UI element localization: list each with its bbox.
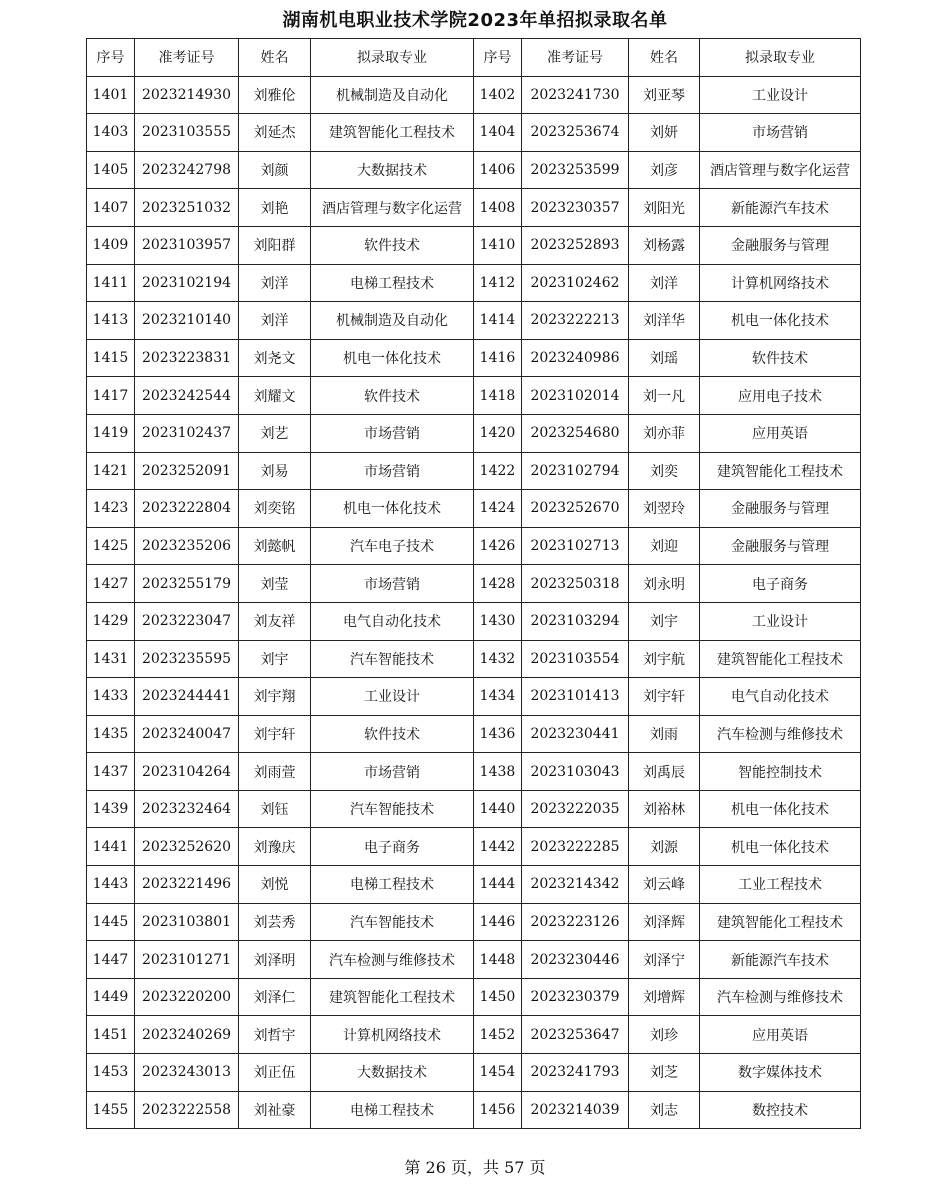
cell-major-left: 计算机网络技术 [311, 1016, 474, 1054]
cell-seq-right: 1428 [474, 565, 522, 603]
cell-name-left: 刘泽仁 [239, 978, 311, 1016]
table-row [87, 76, 861, 114]
cell-name-right: 刘雨 [629, 715, 700, 753]
table-row [87, 1054, 861, 1092]
cell-name-right: 刘洋华 [629, 302, 700, 340]
cell-major-right: 金融服务与管理 [700, 490, 861, 528]
cell-exam-id-left: 2023251032 [135, 189, 239, 227]
cell-exam-id-right: 2023253647 [522, 1016, 629, 1054]
cell-seq-right: 1418 [474, 377, 522, 415]
cell-exam-id-right: 2023230441 [522, 715, 629, 753]
cell-name-left: 刘洋 [239, 264, 311, 302]
cell-name-left: 刘艺 [239, 414, 311, 452]
cell-major-right: 软件技术 [700, 339, 861, 377]
cell-seq-right: 1426 [474, 527, 522, 565]
cell-major-left: 机械制造及自动化 [311, 76, 474, 114]
cell-seq-right: 1444 [474, 866, 522, 904]
cell-name-right: 刘珍 [629, 1016, 700, 1054]
table-row [87, 602, 861, 640]
cell-name-right: 刘迎 [629, 527, 700, 565]
cell-name-left: 刘阳群 [239, 226, 311, 264]
cell-name-right: 刘永明 [629, 565, 700, 603]
cell-name-right: 刘洋 [629, 264, 700, 302]
table-row [87, 151, 861, 189]
cell-seq-right: 1446 [474, 903, 522, 941]
cell-seq-right: 1454 [474, 1054, 522, 1092]
cell-major-right: 计算机网络技术 [700, 264, 861, 302]
cell-seq-left: 1445 [87, 903, 135, 941]
cell-name-right: 刘泽辉 [629, 903, 700, 941]
cell-major-left: 电梯工程技术 [311, 264, 474, 302]
cell-major-right: 建筑智能化工程技术 [700, 903, 861, 941]
cell-major-left: 机电一体化技术 [311, 490, 474, 528]
cell-name-right: 刘增辉 [629, 978, 700, 1016]
cell-major-left: 酒店管理与数字化运营 [311, 189, 474, 227]
cell-name-left: 刘颜 [239, 151, 311, 189]
cell-exam-id-left: 2023102194 [135, 264, 239, 302]
cell-exam-id-left: 2023232464 [135, 790, 239, 828]
cell-major-right: 机电一体化技术 [700, 302, 861, 340]
header-name-left: 姓名 [239, 39, 311, 77]
cell-seq-right: 1404 [474, 114, 522, 152]
cell-major-left: 市场营销 [311, 753, 474, 791]
cell-name-left: 刘莹 [239, 565, 311, 603]
cell-exam-id-left: 2023222558 [135, 1091, 239, 1129]
cell-seq-left: 1411 [87, 264, 135, 302]
cell-seq-right: 1448 [474, 941, 522, 979]
cell-exam-id-left: 2023242544 [135, 377, 239, 415]
header-name-right: 姓名 [629, 39, 700, 77]
cell-major-right: 电子商务 [700, 565, 861, 603]
cell-name-right: 刘禹辰 [629, 753, 700, 791]
table-row [87, 302, 861, 340]
cell-exam-id-right: 2023102014 [522, 377, 629, 415]
cell-exam-id-right: 2023222035 [522, 790, 629, 828]
table-row [87, 114, 861, 152]
cell-seq-left: 1449 [87, 978, 135, 1016]
cell-major-right: 应用英语 [700, 1016, 861, 1054]
cell-exam-id-right: 2023214342 [522, 866, 629, 904]
cell-major-left: 电梯工程技术 [311, 1091, 474, 1129]
cell-major-left: 工业设计 [311, 678, 474, 716]
cell-seq-right: 1452 [474, 1016, 522, 1054]
cell-name-left: 刘钰 [239, 790, 311, 828]
cell-exam-id-right: 2023253674 [522, 114, 629, 152]
cell-name-left: 刘艳 [239, 189, 311, 227]
cell-major-left: 汽车智能技术 [311, 903, 474, 941]
table-row [87, 1016, 861, 1054]
cell-name-right: 刘彦 [629, 151, 700, 189]
cell-name-right: 刘宇航 [629, 640, 700, 678]
cell-seq-left: 1427 [87, 565, 135, 603]
table-row [87, 715, 861, 753]
table-row [87, 640, 861, 678]
cell-exam-id-left: 2023235595 [135, 640, 239, 678]
cell-seq-left: 1417 [87, 377, 135, 415]
cell-exam-id-left: 2023252620 [135, 828, 239, 866]
page-footer [0, 1158, 950, 1178]
table-row [87, 866, 861, 904]
cell-major-left: 电子商务 [311, 828, 474, 866]
table-row [87, 527, 861, 565]
cell-major-right: 汽车检测与维修技术 [700, 978, 861, 1016]
cell-seq-left: 1431 [87, 640, 135, 678]
cell-exam-id-right: 2023223126 [522, 903, 629, 941]
cell-major-right: 智能控制技术 [700, 753, 861, 791]
cell-seq-right: 1420 [474, 414, 522, 452]
cell-seq-left: 1415 [87, 339, 135, 377]
cell-major-left: 机电一体化技术 [311, 339, 474, 377]
cell-name-right: 刘翌玲 [629, 490, 700, 528]
cell-major-left: 软件技术 [311, 226, 474, 264]
cell-exam-id-left: 2023103801 [135, 903, 239, 941]
cell-seq-left: 1447 [87, 941, 135, 979]
cell-major-left: 汽车电子技术 [311, 527, 474, 565]
cell-major-left: 软件技术 [311, 377, 474, 415]
cell-major-right: 金融服务与管理 [700, 226, 861, 264]
cell-seq-right: 1450 [474, 978, 522, 1016]
cell-name-left: 刘雅伦 [239, 76, 311, 114]
cell-seq-right: 1442 [474, 828, 522, 866]
table-row [87, 189, 861, 227]
cell-seq-left: 1419 [87, 414, 135, 452]
cell-major-right: 电气自动化技术 [700, 678, 861, 716]
cell-name-left: 刘豫庆 [239, 828, 311, 866]
cell-name-right: 刘源 [629, 828, 700, 866]
cell-exam-id-left: 2023101271 [135, 941, 239, 979]
page-number: 第 26 页，共 57 页 [404, 1158, 546, 1177]
cell-seq-right: 1436 [474, 715, 522, 753]
cell-name-left: 刘宇轩 [239, 715, 311, 753]
cell-seq-left: 1451 [87, 1016, 135, 1054]
cell-seq-left: 1407 [87, 189, 135, 227]
cell-exam-id-right: 2023241793 [522, 1054, 629, 1092]
cell-exam-id-left: 2023103957 [135, 226, 239, 264]
cell-exam-id-right: 2023222213 [522, 302, 629, 340]
table-row [87, 941, 861, 979]
cell-seq-left: 1409 [87, 226, 135, 264]
cell-exam-id-right: 2023102713 [522, 527, 629, 565]
table-row [87, 452, 861, 490]
admission-table [86, 38, 861, 1129]
cell-seq-right: 1412 [474, 264, 522, 302]
cell-exam-id-left: 2023255179 [135, 565, 239, 603]
cell-exam-id-right: 2023253599 [522, 151, 629, 189]
cell-exam-id-right: 2023102794 [522, 452, 629, 490]
cell-exam-id-right: 2023101413 [522, 678, 629, 716]
cell-major-right: 应用电子技术 [700, 377, 861, 415]
cell-name-right: 刘阳光 [629, 189, 700, 227]
cell-name-left: 刘洋 [239, 302, 311, 340]
cell-seq-left: 1453 [87, 1054, 135, 1092]
cell-exam-id-left: 2023103555 [135, 114, 239, 152]
cell-major-left: 市场营销 [311, 565, 474, 603]
cell-name-right: 刘宇轩 [629, 678, 700, 716]
cell-seq-left: 1435 [87, 715, 135, 753]
cell-seq-left: 1433 [87, 678, 135, 716]
cell-exam-id-left: 2023252091 [135, 452, 239, 490]
cell-name-left: 刘易 [239, 452, 311, 490]
cell-exam-id-right: 2023103554 [522, 640, 629, 678]
table-row [87, 226, 861, 264]
cell-seq-left: 1405 [87, 151, 135, 189]
cell-major-right: 新能源汽车技术 [700, 189, 861, 227]
cell-exam-id-left: 2023242798 [135, 151, 239, 189]
header-major-left: 拟录取专业 [311, 39, 474, 77]
table-body [87, 76, 861, 1129]
cell-major-left: 电梯工程技术 [311, 866, 474, 904]
table-row [87, 1091, 861, 1129]
table-row [87, 414, 861, 452]
cell-name-right: 刘一凡 [629, 377, 700, 415]
cell-exam-id-right: 2023254680 [522, 414, 629, 452]
cell-exam-id-right: 2023241730 [522, 76, 629, 114]
cell-name-right: 刘妍 [629, 114, 700, 152]
cell-seq-right: 1440 [474, 790, 522, 828]
cell-major-left: 建筑智能化工程技术 [311, 978, 474, 1016]
cell-name-left: 刘正伍 [239, 1054, 311, 1092]
cell-seq-right: 1430 [474, 602, 522, 640]
cell-major-left: 软件技术 [311, 715, 474, 753]
cell-seq-right: 1424 [474, 490, 522, 528]
cell-seq-right: 1416 [474, 339, 522, 377]
cell-major-right: 新能源汽车技术 [700, 941, 861, 979]
cell-exam-id-left: 2023240269 [135, 1016, 239, 1054]
cell-major-right: 工业设计 [700, 76, 861, 114]
cell-major-right: 工业工程技术 [700, 866, 861, 904]
cell-exam-id-left: 2023104264 [135, 753, 239, 791]
cell-seq-left: 1425 [87, 527, 135, 565]
cell-major-left: 电气自动化技术 [311, 602, 474, 640]
cell-seq-left: 1401 [87, 76, 135, 114]
cell-name-left: 刘雨萱 [239, 753, 311, 791]
cell-name-left: 刘悦 [239, 866, 311, 904]
cell-major-right: 金融服务与管理 [700, 527, 861, 565]
cell-name-right: 刘志 [629, 1091, 700, 1129]
cell-name-left: 刘尧文 [239, 339, 311, 377]
cell-seq-right: 1438 [474, 753, 522, 791]
table-row [87, 678, 861, 716]
cell-name-right: 刘瑶 [629, 339, 700, 377]
cell-seq-right: 1422 [474, 452, 522, 490]
cell-major-left: 大数据技术 [311, 151, 474, 189]
cell-major-right: 工业设计 [700, 602, 861, 640]
cell-major-left: 大数据技术 [311, 1054, 474, 1092]
cell-exam-id-right: 2023230446 [522, 941, 629, 979]
cell-exam-id-right: 2023103043 [522, 753, 629, 791]
cell-major-right: 机电一体化技术 [700, 790, 861, 828]
cell-exam-id-left: 2023221496 [135, 866, 239, 904]
cell-seq-left: 1421 [87, 452, 135, 490]
cell-name-left: 刘延杰 [239, 114, 311, 152]
cell-name-left: 刘哲宇 [239, 1016, 311, 1054]
cell-seq-left: 1455 [87, 1091, 135, 1129]
cell-exam-id-left: 2023214930 [135, 76, 239, 114]
header-seq-left: 序号 [87, 39, 135, 77]
cell-seq-right: 1406 [474, 151, 522, 189]
cell-name-left: 刘宇 [239, 640, 311, 678]
cell-seq-left: 1423 [87, 490, 135, 528]
cell-major-right: 建筑智能化工程技术 [700, 452, 861, 490]
cell-seq-right: 1402 [474, 76, 522, 114]
header-exam-id-right: 准考证号 [522, 39, 629, 77]
cell-exam-id-right: 2023230379 [522, 978, 629, 1016]
cell-exam-id-right: 2023102462 [522, 264, 629, 302]
table-row [87, 377, 861, 415]
cell-seq-left: 1413 [87, 302, 135, 340]
cell-name-left: 刘友祥 [239, 602, 311, 640]
cell-name-left: 刘祉豪 [239, 1091, 311, 1129]
cell-exam-id-left: 2023244441 [135, 678, 239, 716]
cell-exam-id-left: 2023222804 [135, 490, 239, 528]
cell-exam-id-right: 2023222285 [522, 828, 629, 866]
cell-major-right: 应用英语 [700, 414, 861, 452]
cell-seq-right: 1410 [474, 226, 522, 264]
cell-major-right: 机电一体化技术 [700, 828, 861, 866]
cell-seq-left: 1437 [87, 753, 135, 791]
cell-major-right: 汽车检测与维修技术 [700, 715, 861, 753]
cell-name-left: 刘芸秀 [239, 903, 311, 941]
header-seq-right: 序号 [474, 39, 522, 77]
cell-name-right: 刘奕 [629, 452, 700, 490]
cell-name-right: 刘亦菲 [629, 414, 700, 452]
cell-major-left: 市场营销 [311, 452, 474, 490]
cell-exam-id-left: 2023243013 [135, 1054, 239, 1092]
cell-major-right: 数控技术 [700, 1091, 861, 1129]
table-row [87, 978, 861, 1016]
cell-name-right: 刘杨露 [629, 226, 700, 264]
table-row [87, 565, 861, 603]
cell-exam-id-right: 2023214039 [522, 1091, 629, 1129]
cell-seq-left: 1443 [87, 866, 135, 904]
cell-major-left: 汽车智能技术 [311, 790, 474, 828]
cell-exam-id-right: 2023252670 [522, 490, 629, 528]
cell-name-left: 刘宇翔 [239, 678, 311, 716]
table-row [87, 339, 861, 377]
cell-major-left: 汽车检测与维修技术 [311, 941, 474, 979]
cell-exam-id-left: 2023223831 [135, 339, 239, 377]
cell-exam-id-left: 2023102437 [135, 414, 239, 452]
page-title: 湖南机电职业技术学院2023年单招拟录取名单 [282, 10, 668, 31]
header-major-right: 拟录取专业 [700, 39, 861, 77]
cell-name-left: 刘懿帆 [239, 527, 311, 565]
cell-major-right: 市场营销 [700, 114, 861, 152]
table-row [87, 264, 861, 302]
table-row [87, 790, 861, 828]
cell-major-left: 汽车智能技术 [311, 640, 474, 678]
cell-exam-id-right: 2023240986 [522, 339, 629, 377]
table-row [87, 828, 861, 866]
cell-major-left: 建筑智能化工程技术 [311, 114, 474, 152]
cell-seq-left: 1441 [87, 828, 135, 866]
table-row [87, 490, 861, 528]
header-exam-id-left: 准考证号 [135, 39, 239, 77]
cell-exam-id-right: 2023103294 [522, 602, 629, 640]
cell-seq-right: 1414 [474, 302, 522, 340]
cell-name-right: 刘裕林 [629, 790, 700, 828]
cell-seq-right: 1434 [474, 678, 522, 716]
cell-name-left: 刘泽明 [239, 941, 311, 979]
cell-seq-right: 1456 [474, 1091, 522, 1129]
cell-exam-id-right: 2023230357 [522, 189, 629, 227]
cell-exam-id-left: 2023235206 [135, 527, 239, 565]
cell-exam-id-right: 2023252893 [522, 226, 629, 264]
table-header-row [87, 39, 861, 77]
cell-name-right: 刘泽宁 [629, 941, 700, 979]
cell-name-right: 刘云峰 [629, 866, 700, 904]
table-row [87, 753, 861, 791]
cell-major-left: 机械制造及自动化 [311, 302, 474, 340]
cell-seq-left: 1429 [87, 602, 135, 640]
cell-name-left: 刘奕铭 [239, 490, 311, 528]
cell-name-right: 刘芝 [629, 1054, 700, 1092]
cell-seq-right: 1432 [474, 640, 522, 678]
cell-seq-left: 1403 [87, 114, 135, 152]
cell-major-right: 建筑智能化工程技术 [700, 640, 861, 678]
cell-name-right: 刘宇 [629, 602, 700, 640]
cell-seq-left: 1439 [87, 790, 135, 828]
cell-exam-id-left: 2023240047 [135, 715, 239, 753]
cell-name-right: 刘亚琴 [629, 76, 700, 114]
cell-major-right: 数字媒体技术 [700, 1054, 861, 1092]
table-row [87, 903, 861, 941]
cell-exam-id-left: 2023223047 [135, 602, 239, 640]
cell-name-left: 刘耀文 [239, 377, 311, 415]
cell-exam-id-left: 2023210140 [135, 302, 239, 340]
cell-exam-id-right: 2023250318 [522, 565, 629, 603]
cell-major-right: 酒店管理与数字化运营 [700, 151, 861, 189]
cell-exam-id-left: 2023220200 [135, 978, 239, 1016]
cell-seq-right: 1408 [474, 189, 522, 227]
cell-major-left: 市场营销 [311, 414, 474, 452]
